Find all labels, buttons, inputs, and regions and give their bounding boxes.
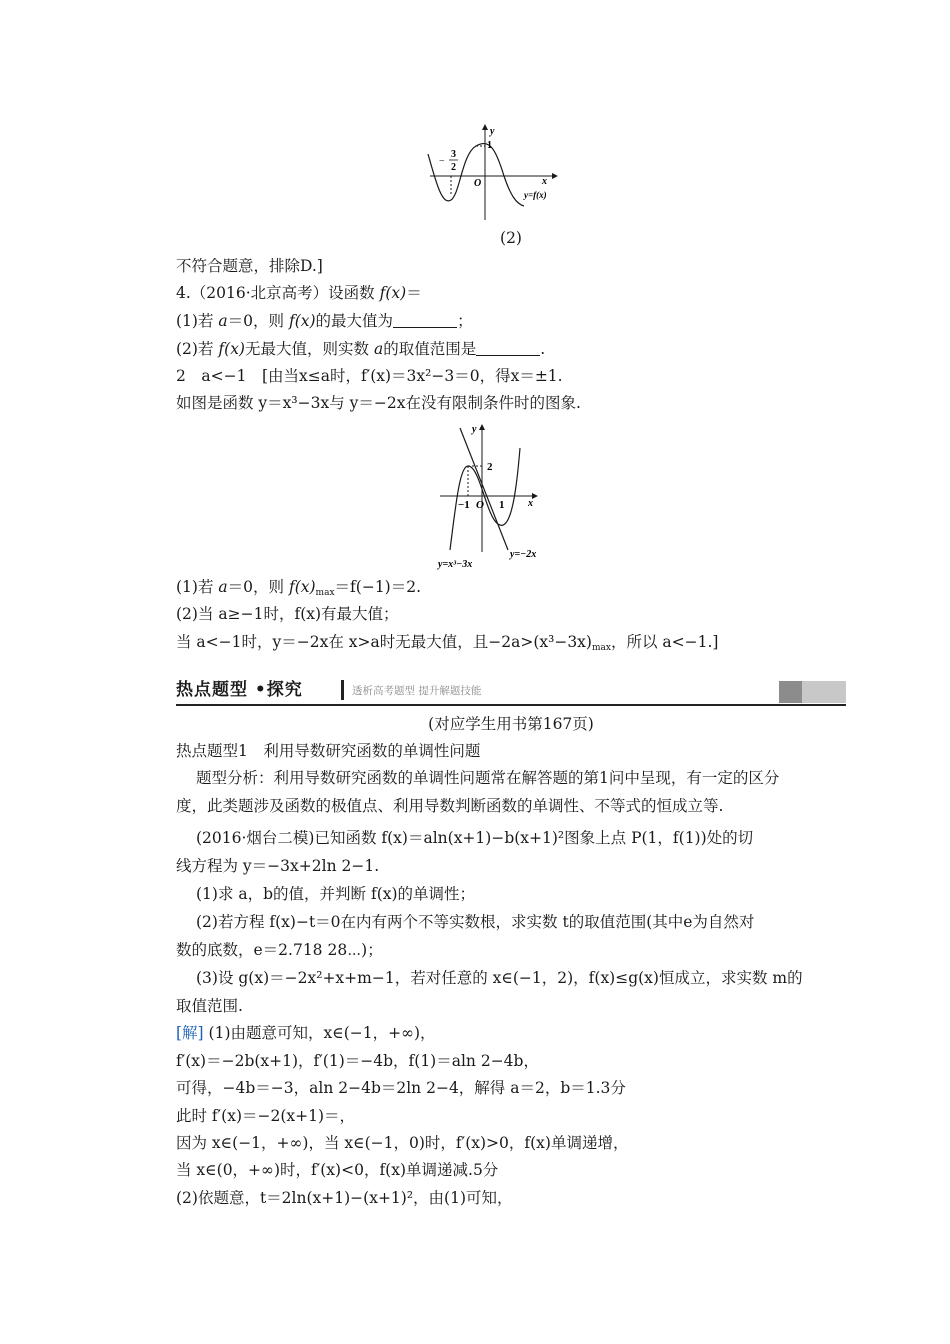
- fig2-line-label: y=−2x: [510, 549, 537, 560]
- q4-fx: f(x): [379, 284, 407, 302]
- problem-line-2: 线方程为 y＝−3x+2ln 2−1.: [176, 857, 380, 875]
- banner-box-dark: [779, 681, 802, 703]
- fig1-curve: [428, 144, 524, 206]
- a1-d: f(−1)＝2.: [350, 578, 422, 596]
- problem-part-1: (1)求 a，b的值，并判断 f(x)的单调性；: [196, 885, 476, 903]
- solution-line-6: 当 x∈(0，+∞)时，f′(x)<0，f(x)单调递减.5分: [176, 1161, 499, 1179]
- q4-2-b: 无最大值，则实数: [244, 340, 369, 358]
- fig1-curve-label: y=f(x): [524, 190, 547, 200]
- q4-2-fx: f(x): [218, 340, 245, 358]
- problem-part-3-line-1: (3)设 g(x)＝−2x²+x+m−1，若对任意的 x∈(−1，2)，f(x)≤g(x)恒成立，求实数 m的: [196, 969, 803, 987]
- a3-a: 当 a<−1时，y＝−2x在 x>a时无最大值，且−2a>(x³−3x): [176, 633, 592, 651]
- fig1-y-arrow: [482, 124, 488, 130]
- question-4-part-2: [176, 339, 545, 359]
- q4-1-end: ；: [457, 312, 473, 330]
- fig2-x-label: x: [528, 498, 533, 509]
- analysis-line-1: 题型分析：利用导数研究函数的单调性问题常在解答题的第1问中呈现，有一定的区分: [196, 769, 780, 787]
- a1-c: ＝: [334, 578, 351, 596]
- fig1-frac-num: 3: [451, 149, 456, 160]
- a1-max: max: [315, 588, 335, 598]
- solution-line-5: 因为 x∈(−1，+∞)，当 x∈(−1，0)时，f′(x)>0，f(x)单调递增，: [176, 1134, 629, 1152]
- q4-1-blank: [393, 313, 457, 328]
- fig1-one-label: 1: [487, 140, 492, 151]
- question-4: [176, 283, 422, 303]
- fig1-origin-label: O: [474, 178, 482, 189]
- fig2-neg-one-label: −1: [458, 499, 470, 511]
- graph-description: 如图是函数 y＝x³−3x与 y＝−2x在没有限制条件时的图象.: [176, 394, 581, 412]
- fig2-line: [460, 428, 508, 550]
- banner-divider: [341, 680, 344, 700]
- question-4-part-1: [176, 311, 473, 331]
- figure-2-graph: [432, 420, 572, 570]
- fig2-one-label: 1: [499, 499, 505, 511]
- banner-rule: [176, 704, 846, 706]
- a1-avar: a: [218, 578, 228, 596]
- q4-eq: ＝: [406, 284, 422, 302]
- text-exclude-d: 不符合题意，排除D.]: [176, 257, 323, 275]
- solution-line-1: [176, 1023, 436, 1043]
- banner-box-light: [802, 681, 846, 703]
- problem-part-2-line-1: (2)若方程 f(x)−t＝0在内有两个不等实数根，求实数 t的取值范围(其中e为自然对: [196, 913, 755, 931]
- a1-a: (1)若: [176, 578, 214, 596]
- q4-2-blank: [476, 341, 540, 356]
- q4-1-a: (1)若: [176, 312, 214, 330]
- problem-part-2-line-2: 数的底数，e＝2.718 28⋯)；: [176, 941, 383, 959]
- q4-1-fx: f(x): [288, 312, 316, 330]
- fig1-x-arrow: [552, 173, 558, 179]
- figure-1-graph: [424, 124, 564, 224]
- a1-fx: f(x): [288, 578, 316, 596]
- fig2-origin-label: O: [476, 499, 484, 511]
- fig2-y-arrow: [479, 424, 485, 430]
- answer-line: 2 a<−1 [由当x≤a时，f′(x)＝3x²−3＝0，得x＝±1.: [176, 367, 563, 385]
- solution-line-1-text: (1)由题意可知，x∈(−1，+∞)，: [208, 1024, 436, 1042]
- q4-prefix: 4.（2016·北京高考）设函数: [176, 284, 375, 302]
- solution-line-7: (2)依题意，t＝2ln(x+1)−(x+1)²，由(1)可知，: [176, 1189, 513, 1207]
- solution-line-2: f′(x)＝−2b(x+1)，f′(1)＝−4b，f(1)＝aln 2−4b，: [176, 1052, 539, 1070]
- problem-line-1: (2016·烟台二模)已知函数 f(x)＝aln(x+1)−b(x+1)²图象上点 P(1，f(1))处的切: [196, 829, 754, 847]
- page-reference: (对应学生用书第167页): [428, 715, 594, 733]
- q4-1-avar: a: [218, 312, 228, 330]
- banner-title: 热点题型 •探究: [176, 680, 303, 700]
- solution-line-4: 此时 f′(x)＝−2(x+1)＝，: [176, 1107, 356, 1125]
- solution-tag: [解]: [176, 1024, 204, 1042]
- topic-heading: 热点题型1 利用导数研究函数的单调性问题: [176, 742, 481, 760]
- solution-line-3: 可得，−4b＝−3，aln 2−4b＝2ln 2−4，解得 a＝2，b＝1.3分: [176, 1079, 626, 1097]
- fig2-two-label: 2: [487, 461, 493, 473]
- fig2-y-label: y: [472, 424, 477, 435]
- fig1-x-label: x: [542, 176, 547, 187]
- answer-part-3: [176, 632, 718, 658]
- q4-2-avar: a: [373, 340, 384, 358]
- analysis-line-2: 度，此类题涉及函数的极值点、利用导数判断函数的单调性、不等式的恒成立等.: [176, 797, 724, 815]
- answer-part-1: [176, 577, 421, 603]
- section-banner: [176, 679, 846, 705]
- fig1-frac-den: 2: [451, 162, 456, 173]
- answer-part-2: (2)当 a≥−1时，f(x)有最大值；: [176, 605, 399, 623]
- banner-subtitle: 透析高考题型 提升解题技能: [352, 685, 482, 697]
- figure-1-caption: (2): [500, 229, 522, 247]
- fig1-y-label: y: [490, 126, 495, 137]
- q4-1-b: ＝0，则: [227, 312, 285, 330]
- q4-2-a: (2)若: [176, 340, 214, 358]
- q4-2-end: .: [540, 340, 546, 358]
- fig2-cubic-label: y=x³−3x: [438, 559, 473, 570]
- a1-b: ＝0，则: [227, 578, 285, 596]
- problem-part-3-line-2: 取值范围.: [176, 997, 243, 1015]
- a3-max: max: [591, 643, 611, 653]
- q4-1-c: 的最大值为: [315, 312, 394, 330]
- fig1-minus: −: [439, 156, 445, 167]
- q4-2-c: 的取值范围是: [383, 340, 477, 358]
- a3-b: ，所以 a<−1.]: [610, 633, 719, 651]
